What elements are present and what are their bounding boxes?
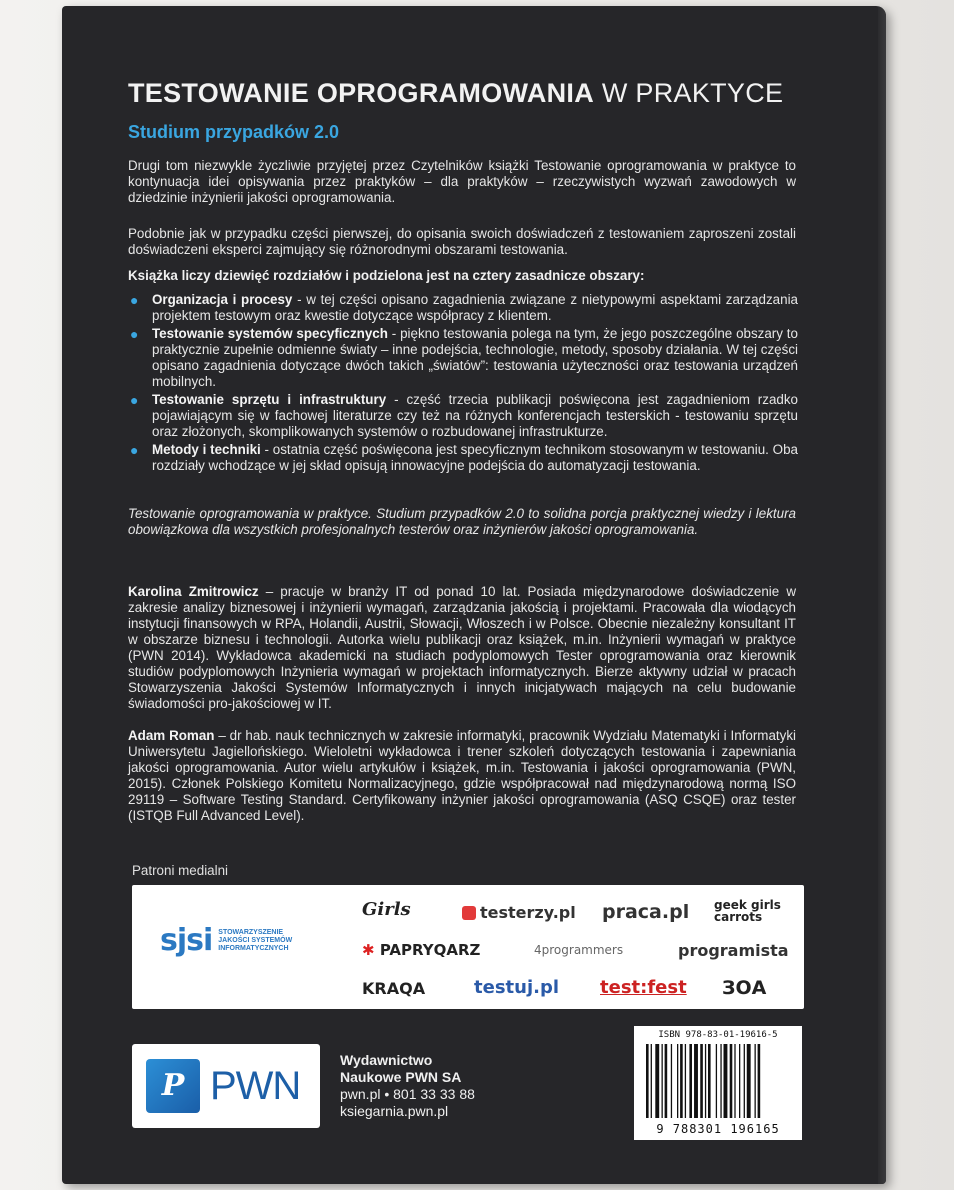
barcode-bar [744, 1044, 745, 1118]
testerzy-icon [462, 906, 476, 920]
barcode-bar [689, 1044, 692, 1118]
sjsi-mark: sjsi [160, 923, 213, 958]
barcode-bar [720, 1044, 721, 1118]
bullet-name: Testowanie sprzętu i infrastruktury [152, 392, 387, 407]
intro-paragraph: Drugi tom niezwykle życzliwie przyjętej przez Czytelników książki Testowanie oprogramowania w praktyce to kontynuacja idei opisywania przez praktyków – dla praktyków – rzeczywistych wyzwań zawodowych w dziedzinie inżynierii jakości oprogramowania. [128, 158, 796, 205]
bullet-dot-icon: ● [130, 326, 139, 342]
zoa-logo: ЗОА [722, 977, 767, 999]
bullet-text: - piękno testowania polega na tym, że jego poszczególne obszary to praktycznie zupełnie odmienne światy – inne podejścia, technologie, metody, sposoby działania. W tej części opisano zagadnienia dotyczące dwóch takich „światów”: testowania użyteczności oraz testowania urządzeń mobilnych. [152, 326, 798, 389]
barcode-bar [705, 1044, 706, 1118]
bullet-item [130, 442, 798, 474]
barcode-bar [716, 1044, 717, 1118]
barcode-bar [758, 1044, 761, 1118]
barcode-bar [694, 1044, 698, 1118]
barcode-bar [708, 1044, 711, 1118]
bullet-item [130, 392, 798, 440]
bug-icon: ✱ [362, 941, 375, 959]
testerzy-logo [462, 903, 576, 922]
author-bio-text: – dr hab. nauk technicznych w zakresie informatyki, pracownik Wydziału Matematyki i Informatyki Uniwersytetu Jagiellońskiego. Wieloletni wykładowca i trener szkoleń dotyczących testowania i zapewniania jakości oprogramowania. Autor wielu artykułów i książek, m.in. Testowania i jakości oprogramowania (PWN, 2015). Członek Polskiego Komitetu Normalizacyjnego, gdzie współpracował nad międzynarodową normą ISO 29119 – Software Testing Standard. Certyfikowany inżynier jakości oprogramowania (ASQ CSQE) oraz tester (ISTQB Full Advanced Level). [128, 728, 796, 823]
barcode-bar [662, 1044, 663, 1118]
barcode [634, 1026, 802, 1140]
barcode-bar [730, 1044, 733, 1118]
barcode-bar [677, 1044, 678, 1118]
bullet-name: Testowanie systemów specyficznych [152, 326, 388, 341]
geek-girls-logo: geek girls carrots [714, 898, 781, 924]
publisher-contact: pwn.pl • 801 33 33 88 [340, 1086, 475, 1102]
barcode-digits: 9 788301 196165 [656, 1122, 780, 1136]
bullet-text: - w tej części opisano zagadnienia związane z nietypowymi aspektami zarządzania projektem testowym oraz kwestie dotyczące współpracy z klientem. [152, 292, 798, 323]
bullet-item [130, 326, 798, 390]
book-title-bold: TESTOWANIE OPROGRAMOWANIA [128, 78, 595, 108]
sjsi-text: STOWARZYSZENIE JAKOŚCI SYSTEMÓW INFORMATYCZNYCH [218, 928, 293, 952]
programmers-logo: 4programmers [534, 943, 624, 957]
barcode-bar [665, 1044, 668, 1118]
programista-logo: programista [678, 941, 789, 960]
book-back-cover [62, 6, 886, 1184]
bullet-text: - ostatnia część poświęcona jest specyficznym technikom stosowanym w testowaniu. Oba rozdziały wchodzące w jej skład opisują innowacyjne podejścia do automatyzacji testowania. [152, 442, 798, 473]
book-subtitle: Studium przypadków 2.0 [128, 122, 340, 142]
bullet-item [130, 292, 798, 324]
testuj-logo: testuj.pl [474, 977, 560, 998]
testfest-logo: test:fest [600, 977, 687, 998]
author-bio-zmitrowicz [128, 584, 796, 712]
barcode-bar [747, 1044, 751, 1118]
book-title [128, 78, 783, 109]
barcode-bar [680, 1044, 683, 1118]
barcode-bar [671, 1044, 672, 1118]
second-paragraph: Podobnie jak w przypadku części pierwszej, do opisania swoich doświadczeń z testowaniem zaproszeni zostali doświadczeni eksperci zajmujący się różnorodnymi obszarami testowania. [128, 226, 796, 257]
barcode-bar [655, 1044, 659, 1118]
barcode-bar [700, 1044, 703, 1118]
isbn-number: ISBN 978-83-01-19616-5 [658, 1030, 778, 1040]
bullet-text: - część trzecia publikacji poświęcona jest zagadnieniom rzadko pojawiającym się w fachowej literaturze czy też na różnych konferencjach testerskich - testowaniu sprzętu oraz złożonych, skomplikowanych systemów o rozbudowanej infrastrukturze. [152, 392, 798, 439]
summary-paragraph: Testowanie oprogramowania w praktyce. Studium przypadków 2.0 to solidna porcja praktycznej wiedzy i lektura obowiązkowa dla wszystkich profesjonalnych testerów oraz inżynierów jakości oprogramowania. [128, 506, 796, 537]
papryqarz-logo [362, 941, 480, 959]
papryqarz-text: PAPRYQARZ [379, 941, 481, 959]
author-bio-text: – pracuje w branży IT od ponad 10 lat. Posiada międzynarodowe doświadczenie w zakresie analizy biznesowej i inżynierii wymagań, zarządzania jakością i projektami. Pracowała dla wiodących instytucji finansowych w RPA, Holandii, Austrii, Słowacji, Włoszech i w Polsce. Obecnie niezależny konsultant IT w obszarze biznesu i technologii. Autorka wielu publikacji oraz książek, m.in. Inżynierii wymagań w praktyce (PWN 2014). Wykładowca akademicki na studiach podyplomowych Tester oprogramowania oraz kierownik studiów podyplomowych Inżynieria wymagań w projektach informatycznych. Bierze aktywny udział w pracach Stowarzyszenia Jakości Systemów Informatycznych i innych inicjatywach mających na celu budowanie świadomości pro-jakościowej w IT. [128, 584, 796, 711]
book-title-rest: W PRAKTYCE [594, 78, 784, 108]
bullet-dot-icon: ● [130, 292, 139, 308]
bullet-name: Organizacja i procesy [152, 292, 293, 307]
publisher-name-line2: Naukowe PWN SA [340, 1069, 462, 1085]
publisher-name-line1: Wydawnictwo [340, 1052, 433, 1068]
barcode-bar [724, 1044, 728, 1118]
testerzy-text: testerzy.pl [480, 903, 576, 922]
bullet-name: Metody i techniki [152, 442, 261, 457]
barcode-bar [739, 1044, 740, 1118]
barcode-bar [755, 1044, 756, 1118]
patrons-label: Patroni medialni [132, 863, 229, 878]
barcode-bar [734, 1044, 735, 1118]
publisher-info [340, 1052, 475, 1120]
barcode-bar [646, 1044, 649, 1118]
barcode-bars [644, 1044, 794, 1118]
pwn-emblem-icon: P [146, 1059, 200, 1113]
barcode-bar [685, 1044, 686, 1118]
author-name: Adam Roman [128, 728, 215, 743]
patrons-logo-panel [132, 885, 804, 1009]
girls-logo: Girls [362, 899, 411, 920]
book-page-edge [878, 6, 886, 1184]
pwn-logo [132, 1044, 320, 1128]
kraqa-logo: KRAQA [362, 979, 426, 998]
bullet-dot-icon: ● [130, 442, 139, 458]
bullet-dot-icon: ● [130, 392, 139, 408]
author-name: Karolina Zmitrowicz [128, 584, 259, 599]
pwn-wordmark: PWN [210, 1063, 301, 1108]
author-bio-roman [128, 728, 796, 824]
chapters-lead: Książka liczy dziewięć rozdziałów i podzielona jest na cztery zasadnicze obszary: [128, 268, 645, 283]
praca-logo: praca.pl [602, 901, 690, 923]
publisher-shop: ksiegarnia.pwn.pl [340, 1103, 449, 1119]
barcode-bar [651, 1044, 652, 1118]
sjsi-logo [160, 923, 308, 958]
